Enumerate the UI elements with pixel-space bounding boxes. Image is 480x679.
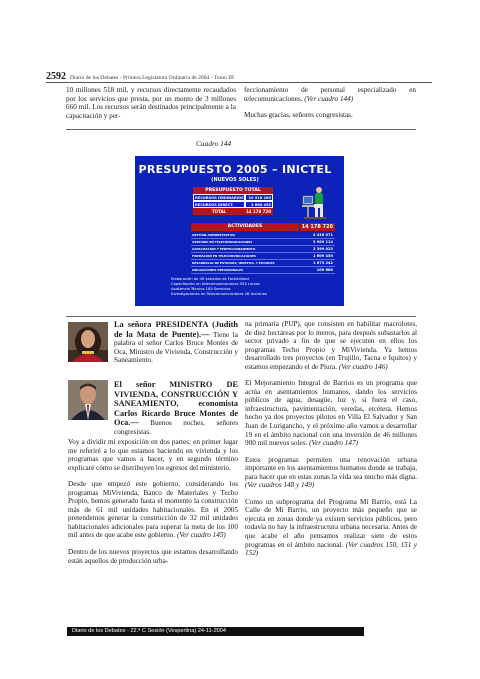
section-rule xyxy=(66,316,416,317)
total-label: TOTAL xyxy=(211,209,227,214)
slide-title: PRESUPUESTO 2005 – INICTEL xyxy=(138,163,332,176)
total-value: 14 178 720 xyxy=(245,209,271,214)
cross-ref: (Ver cuadro 145) xyxy=(176,531,226,540)
activity-label: OBLIGACIONES PREVISIONALES xyxy=(191,267,299,274)
speaker-text: Tiene la palabra el señor Carlos Bruce Montes de Oca, Ministro de Vivienda, Construcción y Saneamiento. xyxy=(114,330,238,365)
budget-slide xyxy=(135,156,344,306)
note-line: Asistencia Técnica 185 Servicios xyxy=(171,286,231,291)
top-right-paragraph: feccionamiento de personal especializado en telecomunicaciones. xyxy=(244,86,416,103)
running-head: Diario de los Debates - Primera Legislatura Ordinaria de 2004 - Tomo III xyxy=(70,75,234,81)
activity-label: CAPACITACIÓN Y PERFECCIONAMIENTO xyxy=(191,246,299,253)
closing-thanks: Muchas gracias, señores congresistas. xyxy=(244,111,353,120)
activity-label: FORMACIÓN EN TELECOMUNICACIONES xyxy=(191,253,299,260)
speaker-name: El señor MINISTRO DE VIVIENDA, CONSTRUCCIÓN Y SANEAMIENTO, economista Carlos Ricardo Bruce Montes de Oca.— xyxy=(114,380,238,428)
total-row xyxy=(193,208,273,215)
activity-row xyxy=(191,246,335,253)
activity-label: ASESORÍA EN TELECOMUNICACIONES xyxy=(191,239,299,246)
total-budget-row xyxy=(193,201,273,208)
paragraph: Como un subprograma del Programa Mi Barrio, está La Calle de Mi Barrio, un proyecto más pequeño que se ejecuta en zonas donde ya existen servicios públicos, pero todavía no hay la infraestructura urbana necesaria. Antes de que acabe el año pensamos realizar siete de estos programas en el ámbito nacional. xyxy=(245,497,417,549)
activity-value: 2 399 023 xyxy=(299,246,335,253)
note-line: Investigaciones en Telecomunicaciones 26 Acciones xyxy=(171,291,267,296)
activity-row xyxy=(191,267,335,274)
top-right-text xyxy=(244,86,416,120)
cross-ref: (Ver cuadro 147) xyxy=(309,439,358,448)
slide-subtitle: (NUEVOS SOLES) xyxy=(211,177,259,183)
paragraph: Voy a dividir mi exposición en dos partes: en primer lugar me referiré a lo que estamos haciendo en vivienda y los programas que vamos a hacer, y en segundo término explicaré cómo se distribuyen los egresos del ministerio. xyxy=(68,438,238,472)
activity-label: GESTIÓN ADMINISTRATIVA xyxy=(191,232,299,239)
speaker-text: Buenos noches, señores congresistas. xyxy=(114,419,239,436)
footer-bar: Diario de los Debates - 22.ª C Sesión (Vespertina) 24-11-2004 xyxy=(67,627,364,636)
page-number: 2592 xyxy=(46,71,66,82)
row-label: RECURSOS DIRECT. xyxy=(193,201,245,208)
activities-total: 14 178 720 xyxy=(299,223,335,231)
section-rule xyxy=(66,129,416,130)
cross-ref: (Ver cuadros 148 y 149) xyxy=(245,481,315,490)
top-left-paragraph: 10 millones 518 mil, y recursos directamente recaudados por los servicios que presta, por un monto de 3 millones 660 mil. Los recursos serán destinados principalmente a la capacitación y per- xyxy=(66,86,236,120)
paragraph: Estos programas permiten una renovación urbana importante en los asentamientos humanos donde se trabaja, para hacer que en estas zonas la vida sea mucho más digna. xyxy=(245,455,417,481)
paragraph: Desde que empezó este gobierno, considerando los programas MiVivienda, Banco de Materiales y Techo Propio, hemos generado hasta el momento la construcción más de 61 mil unidades habitacionales. En el 2005 pretendemos generar la construcción de 32 mil unidades habitacionales adicionales para superar la meta de los 100 mil antes de que acabe este gobierno. xyxy=(68,480,238,540)
table-caption: Cuadro 144 xyxy=(196,139,232,148)
activity-row xyxy=(191,260,335,267)
speaker-photo-ministro xyxy=(68,380,108,420)
activity-value: 4 416 071 xyxy=(299,232,335,239)
activity-label: DESARROLLO DE ESTUDIOS, INVESTIG. Y ESTADIST. xyxy=(191,260,299,267)
activity-row xyxy=(191,253,335,260)
cross-ref: (Ver cuadro 146) xyxy=(338,362,388,371)
activity-row xyxy=(191,232,335,239)
activities-header xyxy=(191,223,335,231)
note-line: Capacitación en telecomunicaciones 554 cursos xyxy=(171,281,260,286)
speaker-photo-presidenta xyxy=(68,322,108,362)
row-value: 10 518 265 xyxy=(245,194,273,201)
activities-label: ACTIVIDADES xyxy=(191,223,299,231)
activity-value: 1 609 450 xyxy=(299,253,335,260)
header-rule xyxy=(46,82,432,83)
total-budget-header: PRESUPUESTO TOTAL xyxy=(193,187,273,194)
left-body xyxy=(68,438,238,565)
paragraph: Dentro de los nuevos proyectos que estamos desarrollando están aquellos de producción urba- xyxy=(68,548,238,565)
paragraph: na primaria (PUP), que consisten en habilitar macrolotes, de diez hectáreas por lo menos, para después subastarlos al sector privado a fin de que se ejecuten en ellos los programas Techo Propio y MiVivienda. Ya hemos desarrollado tres proyectos (en Trujillo, Tacna e Iquitos) y estamos empezando el de Piura. xyxy=(245,320,417,371)
activity-value: 109 660 xyxy=(299,267,335,274)
top-right-ref: (Ver cuadro 144) xyxy=(304,94,354,103)
speaker-intro-presidenta xyxy=(114,320,238,373)
top-left-text xyxy=(66,86,236,120)
row-label: RECURSOS ORDINARIOS xyxy=(195,196,244,200)
paragraph: El Mejoramiento Integral de Barrios es un programa que actúa en asentamientos humanos, dando los servicios públicos de agua, desagüe, luz y, si fuera el caso, infraestructura, pavimentación, veredas, etcétera. Hemos hecho ya dos proyectos pilotos en Villa El Salvador y San Juan de Lurigancho, y el próximo año vamos a desarrollar 19 en el ámbito nacional con una inversión de 46 millones 900 mil nuevos soles. xyxy=(245,379,417,448)
right-body xyxy=(245,320,417,558)
activity-value: 3 909 114 xyxy=(299,239,335,246)
cross-ref: (Ver cuadros 150, 151 y 152) xyxy=(245,540,417,558)
total-budget-row xyxy=(193,194,273,201)
speaker-name: La señora PRESIDENTA (Judith de la Mata de Puente).— xyxy=(114,320,238,339)
slide-notes xyxy=(171,277,341,297)
person-at-computer-icon xyxy=(302,186,328,220)
speaker-intro-ministro xyxy=(114,380,238,436)
activity-value: 1 673 242 xyxy=(299,260,335,267)
note-line: Elaboración de 49 estudios de Factibilidad xyxy=(171,277,249,281)
running-header xyxy=(46,71,432,82)
activity-row xyxy=(191,239,335,246)
row-value: 3 660 455 xyxy=(245,201,273,208)
